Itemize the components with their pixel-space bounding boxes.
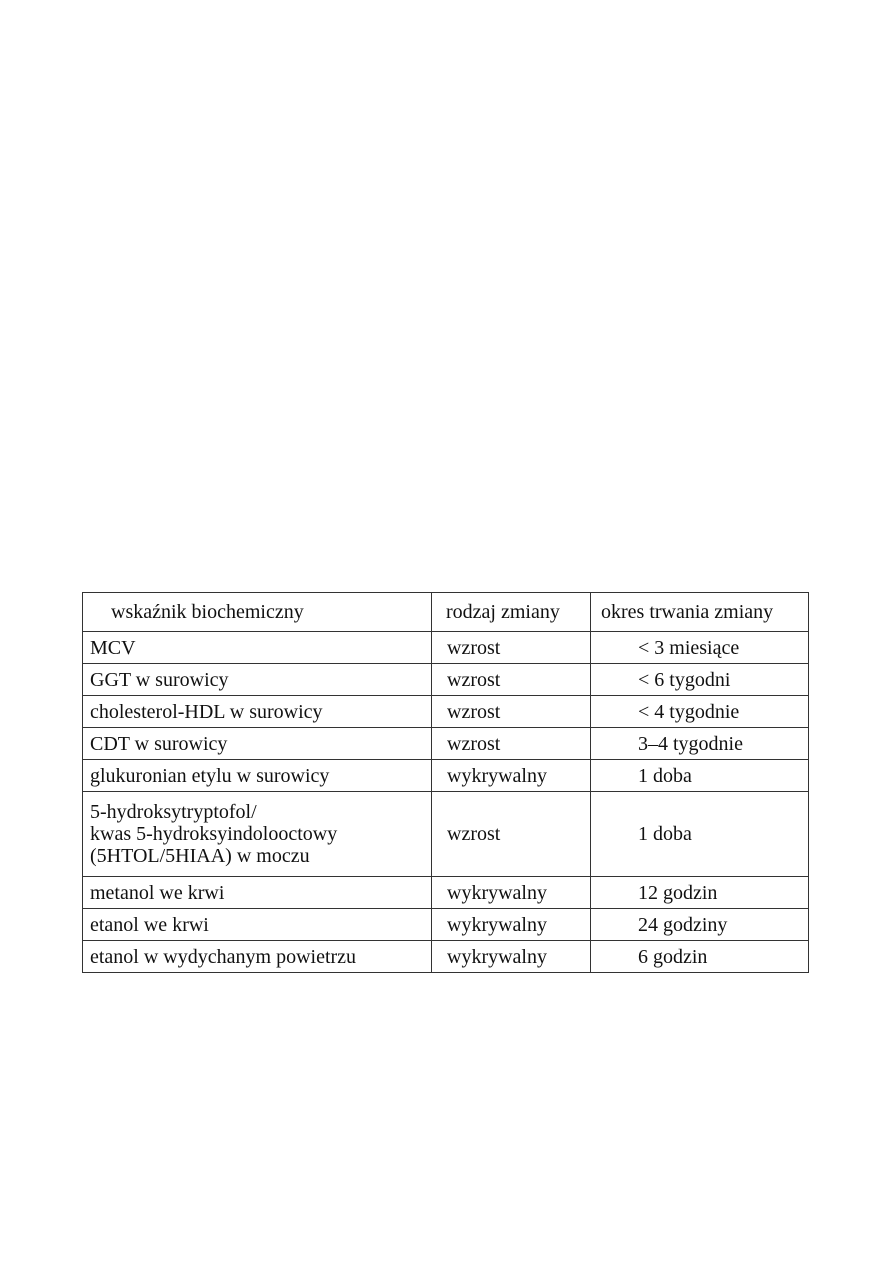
indicator-text: GGT w surowicy (90, 668, 229, 691)
indicator-text: cholesterol-HDL w surowicy (90, 700, 323, 723)
indicator-cell (83, 941, 432, 973)
duration-cell: 1 doba (591, 760, 809, 792)
biochemical-markers-table (82, 592, 809, 973)
duration-cell: < 3 miesiące (591, 632, 809, 664)
table-row (83, 760, 809, 792)
indicator-text-line-2: kwas 5-hydroksyindolooctowy (90, 823, 338, 845)
change-cell: wykrywalny (432, 760, 591, 792)
duration-cell: < 6 tygodni (591, 664, 809, 696)
header-change-type: rodzaj zmiany (432, 593, 591, 632)
header-duration: okres trwania zmiany (591, 593, 809, 632)
duration-cell: 3–4 tygodnie (591, 728, 809, 760)
indicator-cell (83, 664, 432, 696)
table-row (83, 792, 809, 877)
indicator-text-line-1: 5-hydroksytryptofol/ (90, 801, 257, 823)
change-cell: wzrost (432, 792, 591, 877)
change-cell: wzrost (432, 696, 591, 728)
table-row (83, 877, 809, 909)
change-cell: wzrost (432, 728, 591, 760)
change-cell: wzrost (432, 664, 591, 696)
table-row (83, 941, 809, 973)
indicator-text: CDT w surowicy (90, 732, 228, 755)
indicator-text: metanol we krwi (90, 881, 225, 904)
duration-cell: 6 godzin (591, 941, 809, 973)
indicator-cell (83, 877, 432, 909)
change-cell: wykrywalny (432, 941, 591, 973)
indicator-cell (83, 696, 432, 728)
table-row (83, 728, 809, 760)
indicator-cell (83, 792, 432, 877)
indicator-cell (83, 909, 432, 941)
indicator-text: glukuronian etylu w surowicy (90, 764, 330, 787)
change-cell: wzrost (432, 632, 591, 664)
indicator-cell (83, 760, 432, 792)
indicator-text: MCV (90, 636, 136, 659)
indicator-cell (83, 632, 432, 664)
indicator-cell (83, 728, 432, 760)
duration-cell: 1 doba (591, 792, 809, 877)
table-row (83, 696, 809, 728)
duration-cell: < 4 tygodnie (591, 696, 809, 728)
indicator-text: etanol we krwi (90, 913, 209, 936)
indicator-text: etanol w wydychanym powietrzu (90, 945, 357, 968)
table-row (83, 632, 809, 664)
change-cell: wykrywalny (432, 909, 591, 941)
table-row (83, 909, 809, 941)
change-cell: wykrywalny (432, 877, 591, 909)
indicator-text-line-3: (5HTOL/5HIAA) w moczu (90, 845, 310, 867)
duration-cell: 24 godziny (591, 909, 809, 941)
header-indicator: wskaźnik biochemiczny (83, 593, 432, 632)
duration-cell: 12 godzin (591, 877, 809, 909)
table-header-row (83, 593, 809, 632)
table-row (83, 664, 809, 696)
